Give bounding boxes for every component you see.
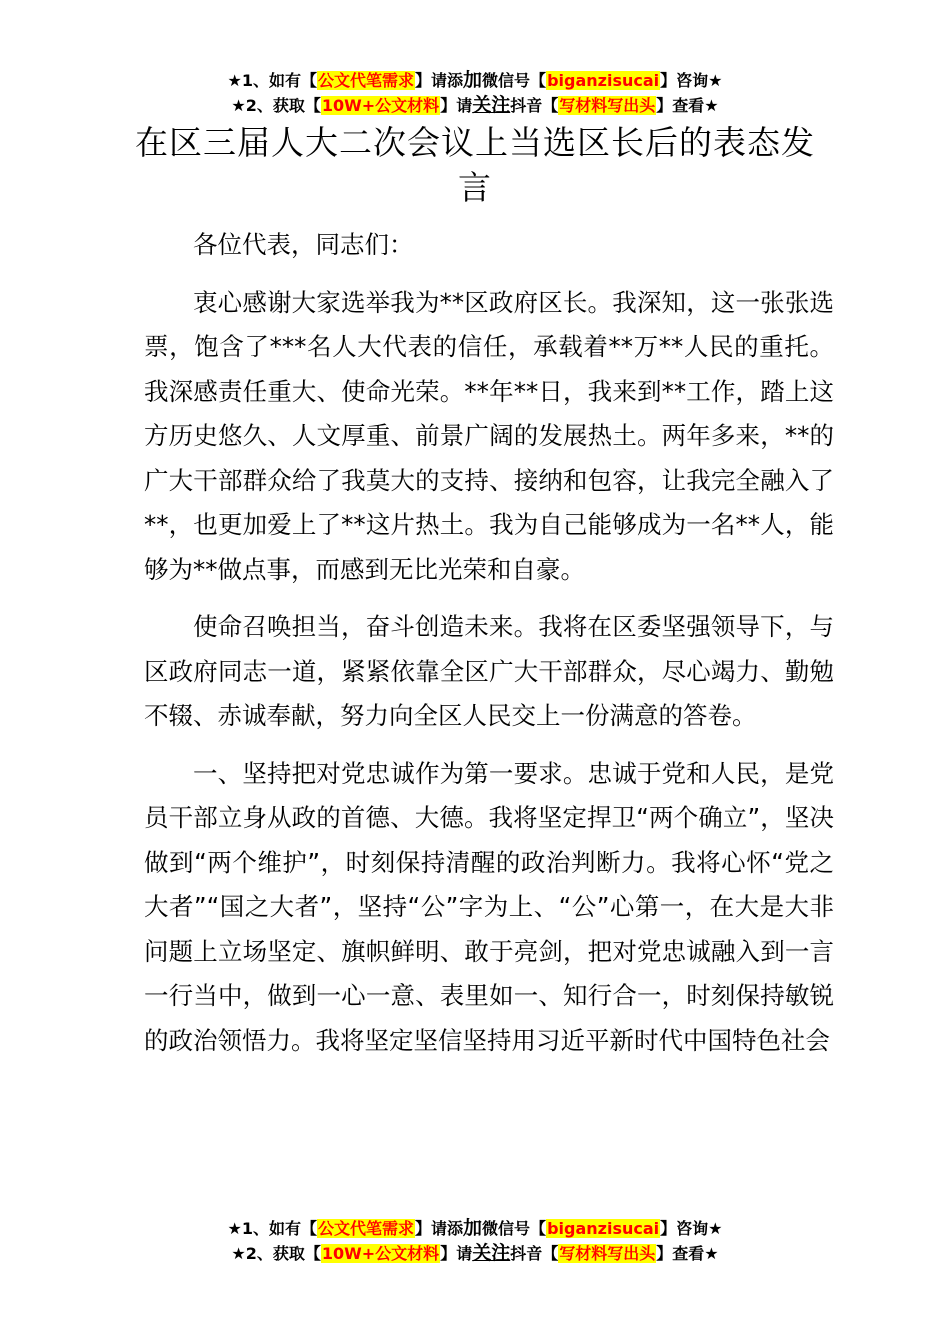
salutation: 各位代表，同志们： xyxy=(193,230,414,259)
bottom-banner-line-1: ★1、如有【公文代笔需求】请添加微信号【biganzisucai】咨询★ xyxy=(227,1217,723,1239)
document-title: 在区三届人大二次会议上当选区长后的表态发言 xyxy=(135,123,815,207)
paragraph-mission: 使命召唤担当，奋斗创造未来。我将在区委坚强领导下，与区政府同志一道，紧紧依靠全区广大干部群众，尽心竭力、勤勉不辍、赤诚奉献，努力向全区人民交上一份满意的答卷。 xyxy=(144,612,834,730)
paragraph-thanks: 衷心感谢大家选举我为**区政府区长。我深知，这一张张选票，饱含了***名人大代表的信任，承载着**万**人民的重托。我深感责任重大、使命光荣。**年**日，我来到**工作，踏上这方历史悠久、人文厚重、前景广阔的发展热土。两年多来，**的广大干部群众给了我莫大的支持、接纳和包容，让我完全融入了**，也更加爱上了**这片热土。我为自己能够成为一名**人，能够为**做点事，而感到无比光荣和自豪。 xyxy=(144,287,834,584)
materials-highlight: 10W+公文材料 xyxy=(321,96,440,115)
paragraph-loyalty: 一、坚持把对党忠诚作为第一要求。忠诚于党和人民，是党员干部立身从政的首德、大德。我将坚定捍卫“两个确立”，坚决做到“两个维护”，时刻保持清醒的政治判断力。我将心怀“党之大者”“国之大者”，坚持“公”字为上、“公”心第一，在大是大非问题上立场坚定、旗帜鲜明、敢于亮剑，把对党忠诚融入到一言一行当中，做到一心一意、表里如一、知行合一，时刻保持敏锐的政治领悟力。我将坚定坚信坚持用习近平新时代中国特色社会 xyxy=(144,758,834,1055)
douyin-account-highlight: 写材料写出头 xyxy=(559,1244,656,1263)
bottom-banner xyxy=(0,1216,950,1266)
wechat-id-highlight: biganzisucai xyxy=(547,71,660,90)
materials-highlight: 10W+公文材料 xyxy=(321,1244,440,1263)
wechat-id-highlight: biganzisucai xyxy=(547,1219,660,1238)
douyin-account-highlight: 写材料写出头 xyxy=(559,96,656,115)
top-banner xyxy=(0,68,950,118)
top-banner-line-1: ★1、如有【公文代笔需求】请添加微信号【biganzisucai】咨询★ xyxy=(227,69,723,91)
ghostwriting-highlight: 公文代笔需求 xyxy=(318,1219,415,1238)
ghostwriting-highlight: 公文代笔需求 xyxy=(318,71,415,90)
top-banner-line-2: ★2、获取【10W+公文材料】请关注抖音【写材料写出头】查看★ xyxy=(231,94,719,116)
bottom-banner-line-2: ★2、获取【10W+公文材料】请关注抖音【写材料写出头】查看★ xyxy=(231,1242,719,1264)
document-body xyxy=(144,223,834,1076)
